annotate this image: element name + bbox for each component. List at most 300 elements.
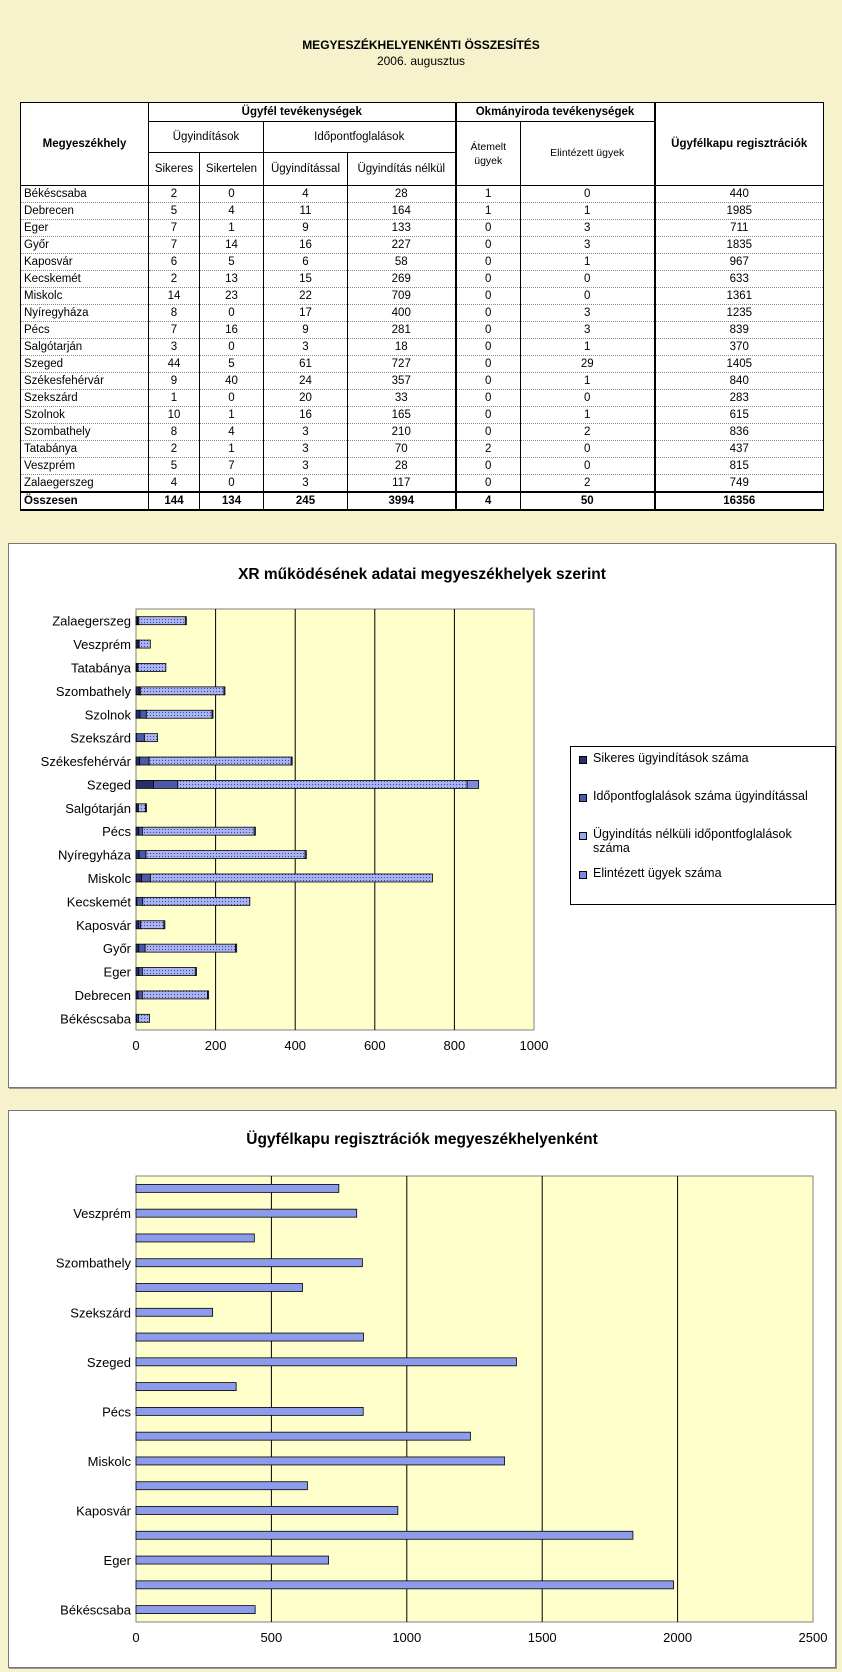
legend-label: Sikeres ügyindítások száma: [593, 751, 749, 765]
y-category-label: Miskolc: [87, 1453, 131, 1469]
value-cell: 1: [200, 441, 264, 458]
value-cell: 0: [521, 441, 655, 458]
value-cell: 1: [456, 186, 521, 203]
bar: [136, 1482, 307, 1490]
city-cell: Szekszárd: [21, 390, 149, 407]
x-tick-label: 1000: [519, 1038, 549, 1053]
bar-segment: [139, 827, 143, 835]
value-cell: 2: [521, 475, 655, 493]
value-cell: 165: [348, 407, 456, 424]
value-cell: 0: [456, 305, 521, 322]
value-cell: 50: [521, 492, 655, 510]
chart-legend: [570, 746, 836, 905]
bar-segment: [142, 827, 254, 835]
y-category-label: Veszprém: [73, 637, 131, 653]
value-cell: 815: [655, 458, 824, 475]
value-cell: 13: [200, 271, 264, 288]
chart-title: XR működésének adatai megyeszékhelyek szerint: [238, 566, 606, 583]
value-cell: 0: [456, 458, 521, 475]
value-cell: 23: [200, 288, 264, 305]
value-cell: 7: [149, 322, 200, 339]
table-row: [21, 441, 824, 458]
table-row: [21, 424, 824, 441]
table-row: [21, 203, 824, 220]
city-cell: Pécs: [21, 322, 149, 339]
x-tick-label: 200: [204, 1038, 227, 1053]
value-cell: 269: [348, 271, 456, 288]
value-cell: 749: [655, 475, 824, 493]
value-cell: 17: [264, 305, 348, 322]
bar-segment: [142, 991, 207, 999]
bar-segment: [138, 804, 145, 812]
bar: [136, 1432, 470, 1440]
table-row: [21, 458, 824, 475]
value-cell: 1: [456, 203, 521, 220]
y-category-label: Szekszárd: [70, 730, 131, 746]
value-cell: 0: [200, 305, 264, 322]
bar-segment: [185, 617, 186, 625]
table-row: [21, 390, 824, 407]
city-cell: Szolnok: [21, 407, 149, 424]
bar-segment: [154, 780, 178, 788]
value-cell: 3: [521, 305, 655, 322]
bar-segment: [138, 663, 166, 671]
value-cell: 967: [655, 254, 824, 271]
value-cell: 4: [456, 492, 521, 510]
city-cell: Győr: [21, 237, 149, 254]
x-tick-label: 400: [284, 1038, 307, 1053]
value-cell: 0: [521, 186, 655, 203]
value-cell: 16: [200, 322, 264, 339]
header-with-case: Ügyindítással: [264, 153, 348, 186]
value-cell: 440: [655, 186, 824, 203]
bar: [136, 1259, 362, 1267]
value-cell: 0: [456, 237, 521, 254]
bar: [136, 1184, 339, 1192]
value-cell: 7: [149, 220, 200, 237]
value-cell: 357: [348, 373, 456, 390]
legend-swatch: [579, 794, 587, 802]
value-cell: 3: [521, 322, 655, 339]
x-tick-label: 800: [443, 1038, 466, 1053]
table-row: [21, 305, 824, 322]
value-cell: 0: [456, 390, 521, 407]
value-cell: 2: [456, 441, 521, 458]
table-row: [21, 356, 824, 373]
bar-segment: [136, 734, 144, 742]
y-category-label: Szeged: [86, 1354, 131, 1370]
bar-segment: [212, 710, 213, 718]
value-cell: 0: [521, 458, 655, 475]
y-category-label: Kaposvár: [76, 917, 131, 933]
bar: [136, 1333, 363, 1341]
y-category-label: Veszprém: [73, 1206, 131, 1222]
value-cell: 134: [200, 492, 264, 510]
y-category-label: Debrecen: [74, 987, 131, 1003]
bar-segment: [140, 710, 146, 718]
value-cell: 210: [348, 424, 456, 441]
value-cell: 1235: [655, 305, 824, 322]
legend-swatch: [579, 832, 587, 840]
y-category-label: Békéscsaba: [60, 1011, 131, 1027]
city-cell: Nyíregyháza: [21, 305, 149, 322]
bar: [136, 1457, 505, 1465]
value-cell: 1: [521, 373, 655, 390]
value-cell: 16356: [655, 492, 824, 510]
bar: [136, 1507, 398, 1515]
value-cell: 9: [264, 220, 348, 237]
value-cell: 3994: [348, 492, 456, 510]
table-row: [21, 220, 824, 237]
page-subtitle: 2006. augusztus: [376, 54, 466, 68]
y-category-label: Tatabánya: [71, 660, 131, 676]
x-tick-label: 500: [260, 1630, 283, 1645]
gateway-registrations-chart-svg: [9, 1111, 835, 1667]
y-category-label: Zalaegerszeg: [52, 613, 131, 629]
bar-segment: [136, 851, 139, 859]
y-category-label: Kecskemét: [66, 894, 131, 910]
legend-label: Ügyindítás nélküli időpontfoglalások száma: [593, 827, 792, 855]
value-cell: 24: [264, 373, 348, 390]
bar: [136, 1581, 674, 1589]
bar-segment: [136, 874, 142, 882]
bar-segment: [145, 944, 235, 952]
city-cell: Debrecen: [21, 203, 149, 220]
legend-swatch: [579, 756, 587, 764]
y-category-label: Salgótarján: [65, 800, 131, 816]
bar-segment: [138, 991, 142, 999]
value-cell: 1: [200, 220, 264, 237]
x-tick-label: 1000: [392, 1630, 422, 1645]
header-office-activities: Okmányiroda tevékenységek: [456, 103, 655, 122]
bar-segment: [141, 921, 164, 929]
bar: [136, 1556, 329, 1564]
bar: [136, 1308, 213, 1316]
header-case-starts: Ügyindítások: [149, 122, 264, 153]
bar-segment: [139, 968, 143, 976]
legend-label: Időpontfoglalások száma ügyindítással: [593, 789, 808, 803]
value-cell: 10: [149, 407, 200, 424]
bar-segment: [150, 874, 432, 882]
value-cell: 3: [264, 441, 348, 458]
value-cell: 4: [264, 186, 348, 203]
value-cell: 6: [264, 254, 348, 271]
page-title: MEGYESZÉKHELYENKÉNTI ÖSSZESÍTÉS: [302, 38, 540, 52]
value-cell: 615: [655, 407, 824, 424]
value-cell: 0: [200, 339, 264, 356]
header-without-case: Ügyindítás nélkül: [348, 153, 456, 186]
value-cell: 0: [456, 271, 521, 288]
plot-area: [136, 609, 534, 1030]
value-cell: 117: [348, 475, 456, 493]
value-cell: 2: [521, 424, 655, 441]
x-tick-label: 0: [132, 1038, 140, 1053]
value-cell: 5: [149, 203, 200, 220]
value-cell: 16: [264, 407, 348, 424]
value-cell: 836: [655, 424, 824, 441]
city-cell: Eger: [21, 220, 149, 237]
city-cell: Összesen: [21, 492, 149, 510]
table-row: [21, 475, 824, 493]
city-cell: Veszprém: [21, 458, 149, 475]
bar-segment: [254, 827, 255, 835]
value-cell: 0: [521, 288, 655, 305]
city-cell: Békéscsaba: [21, 186, 149, 203]
value-cell: 9: [264, 322, 348, 339]
bar: [136, 1284, 303, 1292]
value-cell: 8: [149, 305, 200, 322]
bar-segment: [146, 804, 147, 812]
bar-segment: [139, 944, 145, 952]
value-cell: 0: [456, 220, 521, 237]
value-cell: 4: [200, 203, 264, 220]
x-tick-label: 2500: [798, 1630, 828, 1645]
bar-segment: [146, 710, 212, 718]
value-cell: 18: [348, 339, 456, 356]
value-cell: 839: [655, 322, 824, 339]
value-cell: 28: [348, 458, 456, 475]
table-row: [21, 288, 824, 305]
bar: [136, 1606, 255, 1614]
bar-segment: [195, 968, 196, 976]
value-cell: 1: [149, 390, 200, 407]
value-cell: 1: [521, 407, 655, 424]
bar: [136, 1383, 236, 1391]
table-row: [21, 373, 824, 390]
value-cell: 0: [521, 271, 655, 288]
summary-table: [20, 102, 824, 511]
value-cell: 70: [348, 441, 456, 458]
y-category-label: Kaposvár: [76, 1503, 131, 1519]
city-cell: Zalaegerszeg: [21, 475, 149, 493]
bar-segment: [291, 757, 292, 765]
value-cell: 245: [264, 492, 348, 510]
x-tick-label: 600: [363, 1038, 386, 1053]
y-category-label: Szombathely: [55, 1255, 131, 1271]
header-appointments: Időpontfoglalások: [264, 122, 456, 153]
legend-item: [579, 789, 808, 803]
table-row: [21, 237, 824, 254]
city-cell: Kecskemét: [21, 271, 149, 288]
bar-segment: [137, 897, 143, 905]
value-cell: 633: [655, 271, 824, 288]
value-cell: 3: [521, 220, 655, 237]
value-cell: 33: [348, 390, 456, 407]
y-category-label: Nyíregyháza: [58, 847, 131, 863]
value-cell: 14: [149, 288, 200, 305]
bar-segment: [139, 617, 186, 625]
value-cell: 727: [348, 356, 456, 373]
bar-segment: [144, 734, 157, 742]
bar-segment: [236, 944, 237, 952]
y-category-label: Szombathely: [55, 683, 131, 699]
legend-label: Elintézett ügyek száma: [593, 866, 722, 880]
x-tick-label: 0: [132, 1630, 140, 1645]
bar-segment: [178, 780, 467, 788]
y-category-label: Szolnok: [84, 707, 131, 723]
value-cell: 840: [655, 373, 824, 390]
total-row: [21, 492, 824, 510]
legend-item: [579, 827, 819, 855]
value-cell: 227: [348, 237, 456, 254]
bar: [136, 1407, 363, 1415]
value-cell: 1: [521, 254, 655, 271]
value-cell: 5: [149, 458, 200, 475]
value-cell: 4: [149, 475, 200, 493]
value-cell: 7: [149, 237, 200, 254]
bar: [136, 1234, 254, 1242]
bar-segment: [149, 757, 291, 765]
header-transferred: Átemelt ügyek: [456, 122, 521, 186]
table-row: [21, 322, 824, 339]
value-cell: 164: [348, 203, 456, 220]
bar-segment: [142, 874, 151, 882]
y-category-label: Békéscsaba: [60, 1602, 131, 1618]
value-cell: 61: [264, 356, 348, 373]
bar-segment: [136, 757, 140, 765]
value-cell: 0: [456, 254, 521, 271]
value-cell: 22: [264, 288, 348, 305]
value-cell: 3: [264, 339, 348, 356]
value-cell: 2: [149, 271, 200, 288]
table-row: [21, 254, 824, 271]
value-cell: 281: [348, 322, 456, 339]
y-category-label: Eger: [103, 964, 131, 980]
y-category-label: Eger: [103, 1553, 131, 1569]
value-cell: 1: [521, 339, 655, 356]
bar-segment: [138, 1014, 149, 1022]
value-cell: 40: [200, 373, 264, 390]
value-cell: 2: [149, 441, 200, 458]
header-gateway-registrations: Ügyfélkapu regisztrációk: [655, 103, 824, 186]
value-cell: 711: [655, 220, 824, 237]
bar: [136, 1209, 357, 1217]
bar-segment: [224, 687, 225, 695]
value-cell: 3: [264, 475, 348, 493]
value-cell: 4: [200, 424, 264, 441]
value-cell: 20: [264, 390, 348, 407]
bar-segment: [467, 780, 479, 788]
bar-segment: [136, 968, 139, 976]
value-cell: 133: [348, 220, 456, 237]
value-cell: 3: [149, 339, 200, 356]
y-category-label: Pécs: [102, 824, 131, 840]
value-cell: 0: [456, 424, 521, 441]
bar: [136, 1531, 633, 1539]
header-completed: Elintézett ügyek: [521, 122, 655, 186]
bar-segment: [164, 921, 165, 929]
value-cell: 44: [149, 356, 200, 373]
value-cell: 16: [264, 237, 348, 254]
city-cell: Szombathely: [21, 424, 149, 441]
gateway-registrations-chart: [8, 1110, 836, 1668]
value-cell: 1405: [655, 356, 824, 373]
value-cell: 0: [521, 390, 655, 407]
value-cell: 11: [264, 203, 348, 220]
value-cell: 3: [264, 424, 348, 441]
header-client-activities: Ügyfél tevékenységek: [149, 103, 456, 122]
value-cell: 0: [200, 475, 264, 493]
value-cell: 5: [200, 356, 264, 373]
bar-segment: [139, 851, 146, 859]
bar: [136, 1358, 516, 1366]
value-cell: 0: [456, 356, 521, 373]
header-city: Megyeszékhely: [21, 103, 149, 186]
x-tick-label: 2000: [663, 1630, 693, 1645]
value-cell: 7: [200, 458, 264, 475]
city-cell: Salgótarján: [21, 339, 149, 356]
bar-segment: [305, 851, 306, 859]
value-cell: 1: [200, 407, 264, 424]
x-tick-label: 1500: [527, 1630, 557, 1645]
value-cell: 1361: [655, 288, 824, 305]
value-cell: 0: [456, 322, 521, 339]
plot-area: [136, 1176, 813, 1622]
bar-segment: [136, 780, 154, 788]
city-cell: Székesfehérvár: [21, 373, 149, 390]
value-cell: 437: [655, 441, 824, 458]
value-cell: 58: [348, 254, 456, 271]
bar-segment: [136, 710, 140, 718]
value-cell: 29: [521, 356, 655, 373]
value-cell: 0: [456, 373, 521, 390]
bar-segment: [143, 897, 250, 905]
table-row: [21, 407, 824, 424]
value-cell: 0: [200, 186, 264, 203]
legend-item: [579, 751, 749, 765]
value-cell: 8: [149, 424, 200, 441]
bar-segment: [140, 757, 150, 765]
value-cell: 400: [348, 305, 456, 322]
xr-activity-chart: [8, 543, 836, 1088]
y-category-label: Győr: [102, 941, 131, 957]
value-cell: 709: [348, 288, 456, 305]
header-unsuccessful: Sikertelen: [200, 153, 264, 186]
bar-segment: [140, 687, 224, 695]
value-cell: 0: [456, 288, 521, 305]
value-cell: 370: [655, 339, 824, 356]
city-cell: Szeged: [21, 356, 149, 373]
value-cell: 28: [348, 186, 456, 203]
value-cell: 3: [521, 237, 655, 254]
value-cell: 1: [521, 203, 655, 220]
value-cell: 5: [200, 254, 264, 271]
city-cell: Miskolc: [21, 288, 149, 305]
value-cell: 2: [149, 186, 200, 203]
bar-segment: [142, 968, 195, 976]
header-successful: Sikeres: [149, 153, 200, 186]
value-cell: 15: [264, 271, 348, 288]
value-cell: 14: [200, 237, 264, 254]
bar-segment: [139, 640, 150, 648]
legend-swatch: [579, 871, 587, 879]
bar-segment: [136, 944, 139, 952]
value-cell: 0: [456, 339, 521, 356]
y-category-label: Miskolc: [87, 870, 131, 886]
y-category-label: Szeged: [86, 777, 131, 793]
city-cell: Tatabánya: [21, 441, 149, 458]
table-row: [21, 186, 824, 203]
bar-segment: [136, 827, 139, 835]
value-cell: 1985: [655, 203, 824, 220]
y-category-label: Székesfehérvár: [40, 754, 131, 770]
bar-segment: [208, 991, 209, 999]
y-category-label: Pécs: [102, 1404, 131, 1420]
value-cell: 0: [456, 475, 521, 493]
legend-item: [579, 866, 722, 880]
value-cell: 6: [149, 254, 200, 271]
chart-title: Ügyfélkapu regisztrációk megyeszékhelyenként: [246, 1131, 598, 1148]
